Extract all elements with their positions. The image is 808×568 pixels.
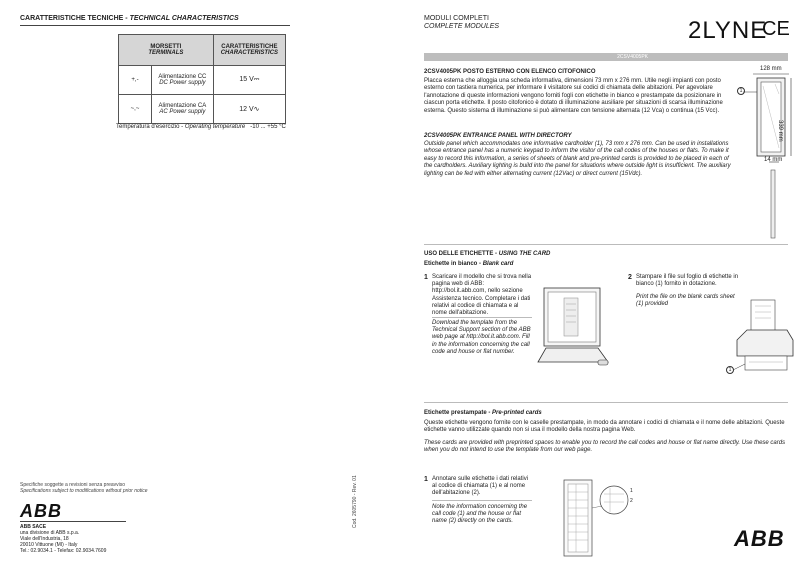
callout-1: 1	[726, 366, 734, 374]
section3-body-en: These cards are provided with preprinted spaces to enable you to record the call codes and house or flat name directly. Use these cards when you do not intend to use the template from our web page.	[424, 440, 786, 454]
logo-rule	[20, 521, 126, 522]
ce-mark: CE	[762, 18, 790, 40]
step1-text-en: Download the template from the Technical Support section of the ABB web page at http://bol.it.abb.com. Fill in the information concerning the call code and house or flat number.	[432, 320, 531, 355]
terminal-symbol: ~,~	[119, 95, 152, 124]
terminals-table	[118, 34, 286, 124]
printer-drawing	[733, 298, 797, 382]
table-header-row	[119, 35, 286, 66]
terminal-value: 12 V∿	[213, 95, 285, 124]
step3-number: 1	[424, 476, 428, 483]
laptop-drawing	[536, 286, 616, 376]
step2-number: 2	[628, 274, 632, 281]
product-code-bar	[424, 53, 788, 61]
callout-1: 1	[630, 488, 633, 494]
title-en: COMPLETE MODULES	[424, 23, 500, 30]
abb-logo-right: ABB	[734, 526, 785, 551]
company-name: ABB SACE	[20, 524, 47, 530]
table-row	[119, 95, 286, 124]
terminals-header: MORSETTI TERMINALS	[119, 35, 214, 66]
callout-2: 2	[630, 498, 633, 504]
section2-sub: Etichette in bianco - Blank card	[424, 261, 514, 267]
section-divider	[424, 244, 788, 245]
temperature-value: -10 ... +55 °C	[250, 124, 286, 130]
product-code: 2CSV4005PK	[617, 54, 648, 60]
terminal-symbol: +,-	[119, 66, 152, 95]
section1-body-it: Placca esterna che alloggia una scheda informativa, dimensioni 73 mm x 276 mm. Utile negli impianti con posto esterno con tastiera numerica, per informare il visitatore sui codici di chiamata delle abitazioni. Per agevolare l'annotazione di queste informazioni vengono forniti fogli con etichette in bianco e prestampate da posizionare in ciascun porta etichette. Il posto citofonico è dotato di illuminazione ausiliare per situazioni di scarsa illuminazione esterna. Questo sistema di illuminazione si può alimentare con tensione alternata (12 Vca) o continua (15 Vcc).	[424, 78, 723, 114]
section1-heading-it: 2CSV4005PK POSTO ESTERNO CON ELENCO CITOFONICO	[424, 69, 596, 75]
dim-depth: 14 mm	[764, 157, 783, 163]
section2-heading: USO DELLE ETICHETTE - USING THE CARD	[424, 251, 551, 257]
card-sheet-drawing	[548, 478, 628, 558]
panel-drawing	[745, 70, 795, 240]
terminal-desc: Alimentazione CC DC Power supply	[152, 66, 214, 95]
terminal-value: 15 V⎓	[213, 66, 285, 95]
left-page-heading: CARATTERISTICHE TECNICHE - TECHNICAL CHARACTERISTICS	[20, 15, 239, 22]
section3-body-it: Queste etichette vengono fornite con le caselle prestampate, in modo da annotare i codici di chiamata e il nome delle abitazioni. Queste etichette vanno utilizzate quando non si usa il modello della nostra pagina Web.	[424, 420, 785, 434]
company-block: ABB SACE una divisione di ABB s.p.a. Viale dell'Industria, 18 20010 Vittuone (MI) - Italy Tel.: 02.9034.1 - Telefax: 02.9034.7609	[20, 524, 107, 554]
notice: Specifiche soggette a revisioni senza preavviso Specifications subject to modifications without prior notice	[20, 482, 148, 494]
section1-body-en: Outside panel which accommodates one informative cardholder (1), 73 mm x 276 mm. Can be used in installations whose entrance panel has a numeric keypad to inform the visitor of the call codes of the houses or flats. To make it easy to record this information, a series of sheets of blank and pre-printed cards is provided to be placed in each of the cardholders. Auxiliary lighting is build into the panel for situations where outside light is insufficient. The auxiliary lighting can be fed with either alternating current (12Vac) or direct current (15Vdc).	[424, 141, 731, 177]
section1-heading-en: 2CSV4005PK ENTRANCE PANEL WITH DIRECTORY	[424, 133, 572, 139]
dim-width: 128 mm	[760, 66, 782, 72]
title-it: MODULI COMPLETI	[424, 15, 489, 22]
document-code: Cod. 2605790 - Rev. 01	[352, 475, 358, 528]
characteristics-header: CARATTERISTICHE CHARACTERISTICS	[213, 35, 285, 66]
abb-logo: ABB	[20, 501, 62, 521]
step3-text-it: Annotare sulle etichette i dati relativi al codice di chiamata (1) e al nome dell'abitazione (2).	[432, 476, 529, 497]
right-page-title	[424, 15, 499, 31]
callout-1: 1	[737, 87, 745, 95]
heading-it: CARATTERISTICHE TECNICHE	[20, 15, 124, 22]
step2-text-it: Stampare il file sul foglio di etichette in bianco (1) fornito in dotazione.	[636, 274, 739, 288]
brand-logo: 2LYNE	[688, 17, 768, 44]
dim-height: 339 mm	[777, 120, 783, 142]
heading-en: TECHNICAL CHARACTERISTICS	[129, 15, 239, 22]
step1-text-it: Scaricare il modello che si trova nella pagina web di ABB: http://bol.it.abb.com, nello sezione Assistenza tecnico. Completare i dati relativi al codice di chiamata e al nome dell'abitazione.	[432, 274, 532, 317]
section3-sub: Etichette prestampate - Pre-printed cards	[424, 410, 542, 416]
terminal-desc: Alimentazione CA AC Power supply	[152, 95, 214, 124]
table-row	[119, 66, 286, 95]
heading-rule	[20, 25, 290, 26]
section-divider	[424, 402, 788, 403]
step3-text-en: Note the information concerning the call code (1) and the house or flat name (2) directly on the cards.	[432, 504, 528, 525]
step1-number: 1	[424, 274, 428, 281]
step2-text-en: Print the file on the blank cards sheet (1) provided	[636, 294, 735, 308]
operating-temperature: Temperatura d'esercizio - Operating temperature -10 ... +55 °C	[116, 124, 286, 130]
